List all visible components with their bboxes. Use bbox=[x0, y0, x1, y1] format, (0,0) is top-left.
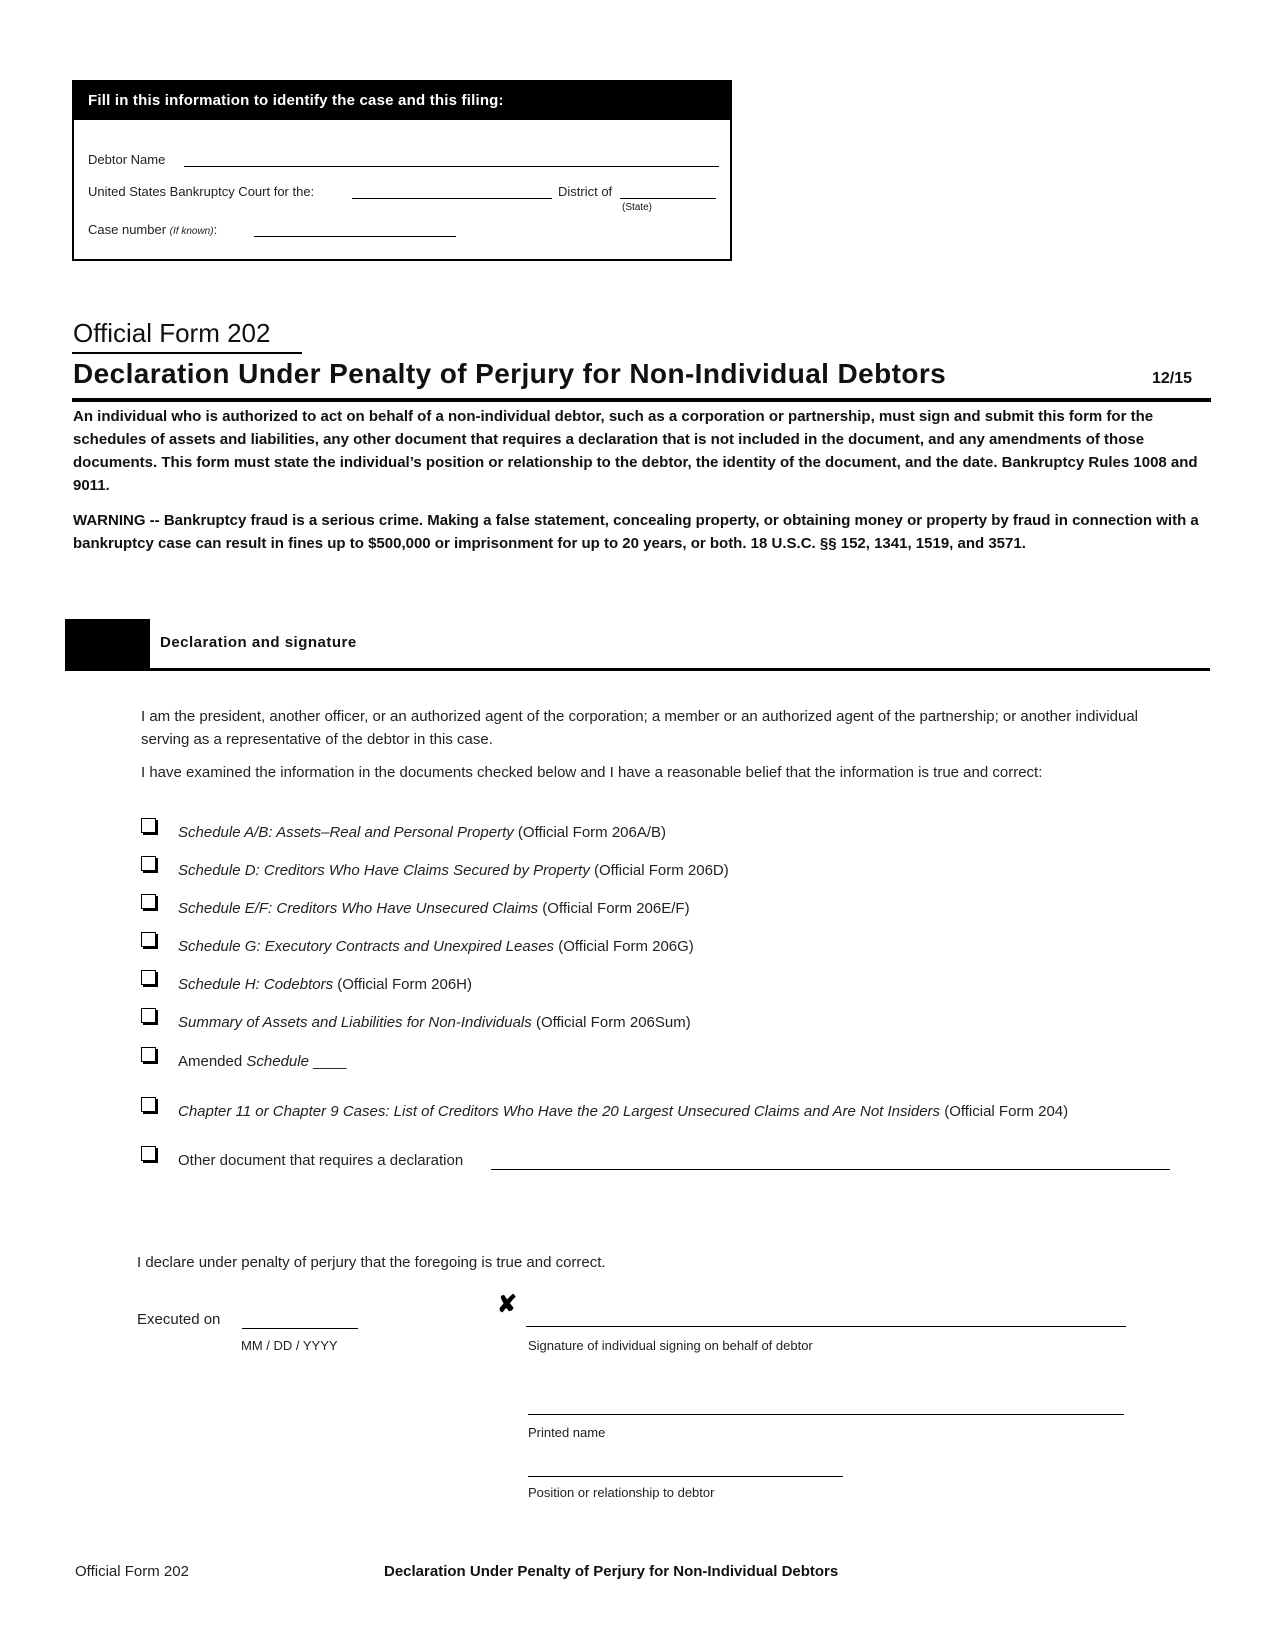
printed-name-label: Printed name bbox=[528, 1425, 606, 1440]
signature-label: Signature of individual signing on behalf of debtor bbox=[528, 1338, 813, 1353]
item-schedule-h: Schedule H: Codebtors (Official Form 206H) bbox=[178, 976, 473, 993]
checkbox-chapter-11-list[interactable] bbox=[141, 1097, 156, 1112]
state-field[interactable] bbox=[620, 198, 716, 199]
case-number-label: Case number (If known): bbox=[88, 222, 218, 237]
case-number-field[interactable] bbox=[254, 236, 456, 237]
item-amended-schedule: Amended Schedule ____ bbox=[178, 1053, 347, 1070]
checkbox-schedule-ab[interactable] bbox=[141, 818, 156, 833]
checkbox-schedule-d[interactable] bbox=[141, 856, 156, 871]
item-schedule-ef: Schedule E/F: Creditors Who Have Unsecured Claims (Official Form 206E/F) bbox=[178, 900, 690, 917]
printed-name-field[interactable] bbox=[528, 1414, 1124, 1415]
court-label: United States Bankruptcy Court for the: bbox=[88, 184, 315, 199]
case-info-header: Fill in this information to identify the case and this filing: bbox=[74, 82, 730, 120]
item-schedule-d: Schedule D: Creditors Who Have Claims Secured by Property (Official Form 206D) bbox=[178, 862, 729, 879]
footer-form-title: Declaration Under Penalty of Perjury for Non-Individual Debtors bbox=[384, 1563, 839, 1580]
item-other-document: Other document that requires a declaration bbox=[178, 1152, 464, 1169]
signature-field[interactable] bbox=[526, 1326, 1126, 1327]
position-field[interactable] bbox=[528, 1476, 843, 1477]
checkbox-schedule-h[interactable] bbox=[141, 970, 156, 985]
item-chapter-11-list: Chapter 11 or Chapter 9 Cases: List of Creditors Who Have the 20 Largest Unsecured Claims and Are Not Insiders (Official Form 204) bbox=[178, 1103, 1069, 1120]
form-title: Declaration Under Penalty of Perjury for Non-Individual Debtors bbox=[73, 358, 947, 389]
examined-statement: I have examined the information in the documents checked below and I have a reasonable belief that the information is true and correct: bbox=[141, 764, 1043, 781]
checkbox-other-document[interactable] bbox=[141, 1146, 156, 1161]
case-info-box bbox=[72, 80, 732, 261]
authority-statement: I am the president, another officer, or an authorized agent of the corporation; a member or an authorized agent of the partnership; or another individual serving as a representative of the debtor in this case. bbox=[141, 708, 1139, 748]
intro-paragraph: An individual who is authorized to act on behalf of a non-individual debtor, such as a corporation or partnership, must sign and submit this form for the schedules of assets and liabilities, any other document that requires a declaration that is not included in the document, and any amendments of those documents. This form must state the individual’s position or relationship to the debtor, the identity of the document, and the date. Bankruptcy Rules 1008 and 9011. bbox=[73, 408, 1198, 494]
checkbox-schedule-ef[interactable] bbox=[141, 894, 156, 909]
checkbox-amended-schedule[interactable] bbox=[141, 1047, 156, 1062]
state-label: (State) bbox=[622, 202, 653, 213]
other-document-field[interactable] bbox=[491, 1169, 1170, 1170]
executed-on-label: Executed on bbox=[137, 1311, 221, 1328]
section-divider bbox=[65, 668, 1210, 671]
if-known-note: (If known) bbox=[169, 226, 214, 237]
executed-date-field[interactable] bbox=[242, 1328, 358, 1329]
warning-paragraph: WARNING -- Bankruptcy fraud is a serious crime. Making a false statement, concealing property, or obtaining money or property by fraud in connection with a bankruptcy case can result in fines up to $500,000 or imprisonment for up to 20 years, or both. 18 U.S.C. §§ 152, 1341, 1519, and 3571. bbox=[73, 512, 1199, 552]
declare-statement: I declare under penalty of perjury that the foregoing is true and correct. bbox=[137, 1254, 606, 1271]
date-format-hint: MM / DD / YYYY bbox=[241, 1338, 338, 1353]
court-field[interactable] bbox=[352, 198, 552, 199]
checkbox-schedule-g[interactable] bbox=[141, 932, 156, 947]
section-tab bbox=[65, 619, 150, 671]
district-label: District of bbox=[558, 184, 613, 199]
item-schedule-g: Schedule G: Executory Contracts and Unexpired Leases (Official Form 206G) bbox=[178, 938, 694, 955]
item-schedule-ab: Schedule A/B: Assets–Real and Personal Property (Official Form 206A/B) bbox=[178, 824, 667, 841]
debtor-name-field[interactable] bbox=[184, 166, 719, 167]
form-number-underline bbox=[72, 352, 302, 354]
position-label: Position or relationship to debtor bbox=[528, 1485, 715, 1500]
section-title: Declaration and signature bbox=[160, 634, 357, 651]
form-number: Official Form 202 bbox=[73, 318, 271, 348]
sign-here-icon: ✘ bbox=[497, 1291, 518, 1318]
debtor-name-label: Debtor Name bbox=[88, 152, 166, 167]
footer-form-number: Official Form 202 bbox=[75, 1563, 189, 1580]
title-divider bbox=[72, 398, 1211, 402]
checkbox-summary[interactable] bbox=[141, 1008, 156, 1023]
item-summary: Summary of Assets and Liabilities for Non-Individuals (Official Form 206Sum) bbox=[178, 1014, 691, 1031]
form-edition: 12/15 bbox=[1152, 370, 1193, 387]
